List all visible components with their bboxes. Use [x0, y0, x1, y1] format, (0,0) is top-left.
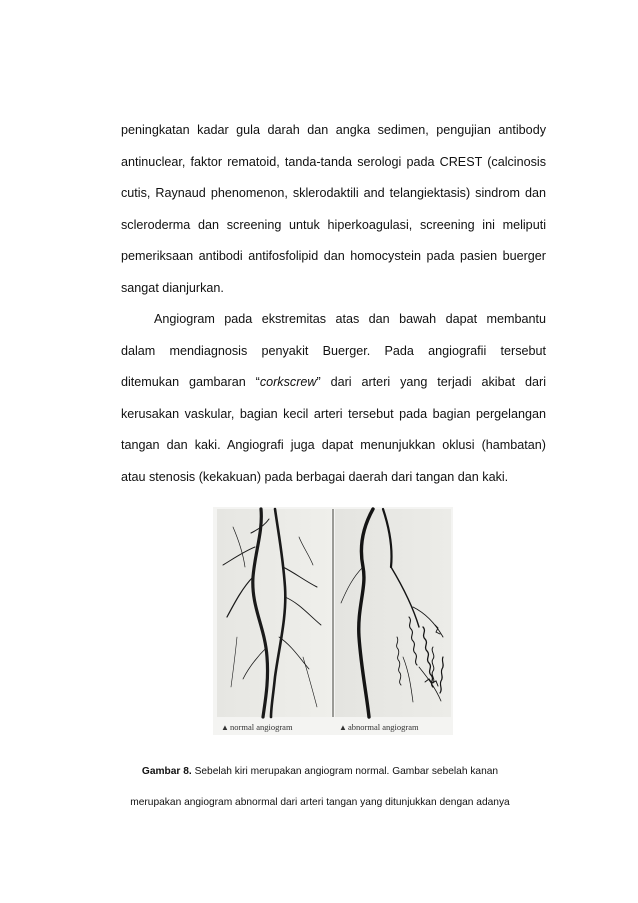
- normal-angiogram-label-arrow: ▲: [221, 723, 229, 732]
- text-line: [121, 367, 546, 399]
- text-line: tangan dan kaki. Angiografi juga dapat menunjukkan oklusi (hambatan): [121, 438, 546, 452]
- text-line: scleroderma dan screening untuk hiperkoagulasi, screening ini meliputi: [121, 217, 546, 232]
- text-line: kerusakan vaskular, bagian kecil arteri tersebut pada bagian pergelangan: [121, 406, 546, 421]
- angiogram-image: [213, 507, 453, 735]
- text-run: ” dari arteri yang terjadi akibat dari: [316, 375, 546, 389]
- abnormal-angiogram-panel: [335, 509, 451, 717]
- text-line: dalam mendiagnosis penyakit Buerger. Pada angiografii tersebut: [121, 343, 546, 358]
- paragraph-lab-tests: [121, 115, 546, 304]
- text-line: Angiogram pada ekstremitas atas dan bawah dapat membantu: [154, 312, 546, 326]
- text-line: pemeriksaan antibodi antifosfolipid dan homocystein pada pasien buerger: [121, 249, 546, 263]
- text-line: antinuclear, faktor rematoid, tanda-tanda serologi pada CREST (calcinosis: [121, 154, 546, 169]
- figure-caption-line-1: [100, 765, 540, 779]
- text-run: ditemukan gambaran “: [121, 375, 260, 389]
- angiogram-figure: [213, 507, 453, 735]
- text-line: sangat dianjurkan.: [121, 280, 224, 295]
- abnormal-angiogram-label: abnormal angiogram: [348, 722, 419, 732]
- emphasis-corkscrew: corkscrew: [259, 375, 317, 389]
- text-line: cutis, Raynaud phenomenon, sklerodaktili and telangiektasis) sindrom dan: [121, 186, 546, 200]
- figure-caption-text: Sebelah kiri merupakan angiogram normal. Gambar sebelah kanan: [191, 766, 499, 777]
- figure-caption-line-2: merupakan angiogram abnormal dari arteri tangan yang ditunjukkan dengan adanya: [130, 797, 510, 808]
- paragraph-angiogram: [121, 304, 546, 493]
- abnormal-angiogram-label-arrow: ▲: [339, 723, 347, 732]
- text-line: peningkatan kadar gula darah dan angka sedimen, pengujian antibody: [121, 123, 546, 137]
- figure-caption-label: Gambar 8.: [141, 766, 192, 777]
- normal-angiogram-label: normal angiogram: [230, 722, 293, 732]
- text-line: atau stenosis (kekakuan) pada berbagai daerah dari tangan dan kaki.: [121, 469, 509, 484]
